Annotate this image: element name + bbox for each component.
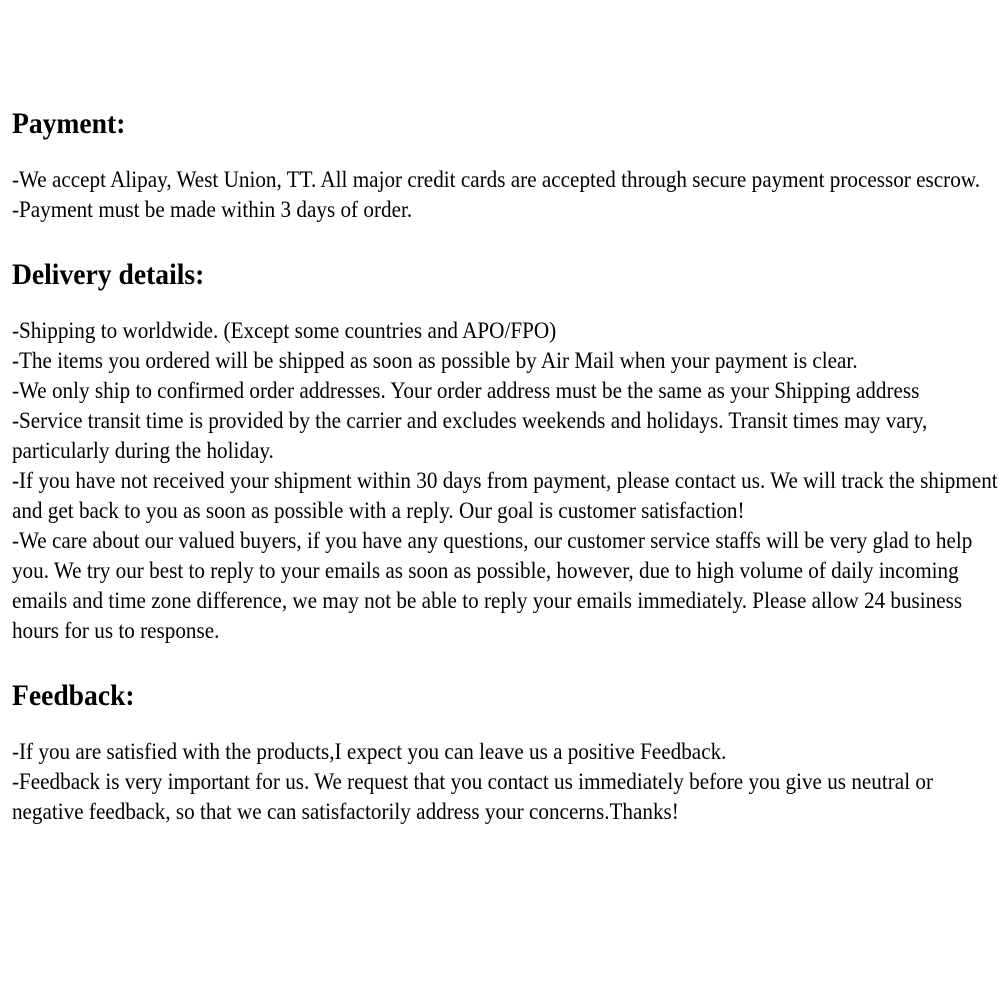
section-payment [12,106,1000,225]
feedback-heading: Feedback: [11,679,135,712]
feedback-paragraph-positive-feedback: -If you are satisfied with the products,I expect you can leave us a positive Feedback. [11,739,727,764]
delivery-details-heading: Delivery details: [11,258,205,291]
section-feedback [12,678,1000,827]
delivery-paragraph-confirmed-addresses: -We only ship to confirmed order addresses. Your order address must be the same as your Shipping address [11,378,920,403]
delivery-paragraph-worldwide-shipping: -Shipping to worldwide. (Except some countries and APO/FPO) [11,318,557,343]
delivery-paragraph-customer-service: -We care about our valued buyers, if you have any questions, our customer service staffs will be very glad to help you. We try our best to reply to your emails as soon as possible, however, due to high volume of daily incoming emails and time zone difference, we may not be able to reply your emails immediately. Please allow 24 business hours for us to response. [11,528,973,643]
delivery-paragraph-transit-time: -Service transit time is provided by the carrier and excludes weekends and holidays. Transit times may vary, particularly during the holiday. [11,408,928,463]
payment-heading: Payment: [11,107,126,140]
section-delivery-details [12,257,1000,646]
payment-paragraph-accepted-methods: -We accept Alipay, West Union, TT. All major credit cards are accepted through secure payment processor escrow. [11,167,980,192]
delivery-paragraph-30-days-tracking: -If you have not received your shipment within 30 days from payment, please contact us. We will track the shipment and get back to you as soon as possible with a reply. Our goal is customer satisfaction! [11,468,998,523]
delivery-paragraph-air-mail: -The items you ordered will be shipped as soon as possible by Air Mail when your payment is clear. [11,348,858,373]
payment-paragraph-deadline: -Payment must be made within 3 days of order. [11,197,413,222]
feedback-paragraph-contact-before-negative: -Feedback is very important for us. We request that you contact us immediately before you give us neutral or negative feedback, so that we can satisfactorily address your concerns.Thanks! [11,769,934,824]
